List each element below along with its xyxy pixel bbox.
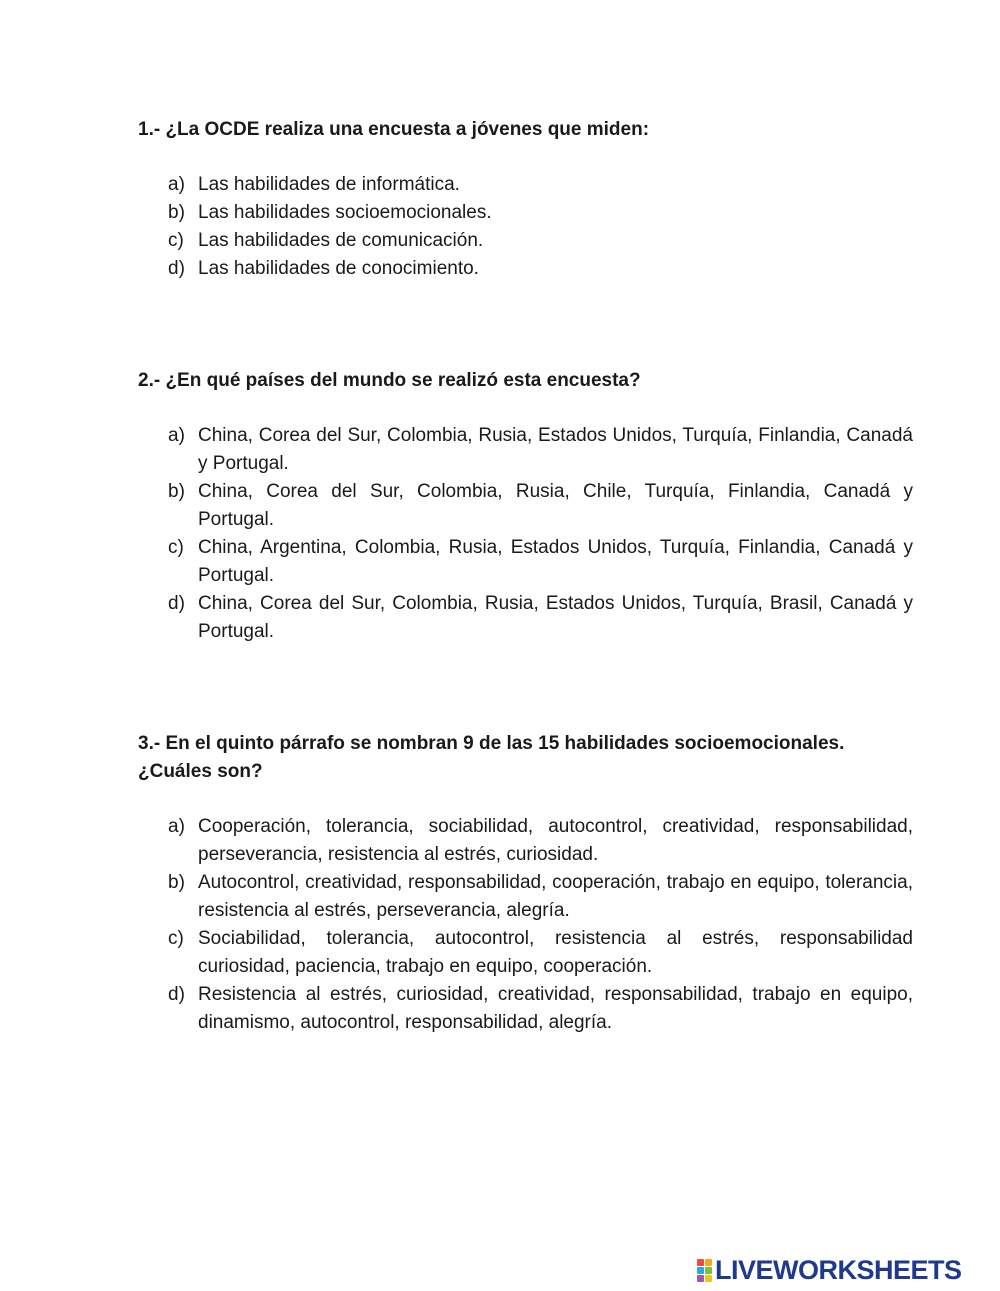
question-2-option-d[interactable] [168,590,913,646]
liveworksheets-logo-icon [697,1259,712,1282]
option-text: China, Argentina, Colombia, Rusia, Estados Unidos, Turquía, Finlandia, Canadá y Portugal. [198,537,913,586]
option-letter: d) [168,984,185,1005]
logo-text: LIVEWORKSHEETS [715,1254,962,1285]
question-3-options [168,813,913,1037]
liveworksheets-logo[interactable] [697,1254,962,1285]
option-letter: a) [168,425,185,446]
question-3-option-d[interactable] [168,981,913,1037]
question-1-option-b[interactable] [168,199,913,227]
question-1-option-c[interactable] [168,227,913,255]
question-3-option-c[interactable] [168,925,913,981]
question-3-option-a[interactable] [168,813,913,869]
option-text: Las habilidades socioemocionales. [198,202,492,223]
option-text: Cooperación, tolerancia, sociabilidad, autocontrol, creatividad, responsabilidad, perseverancia, resistencia al estrés, curiosidad. [198,816,913,865]
option-letter: b) [168,872,185,893]
option-text: Las habilidades de informática. [198,174,460,195]
option-text: China, Corea del Sur, Colombia, Rusia, Estados Unidos, Turquía, Finlandia, Canadá y Portugal. [198,425,913,474]
question-2-option-a[interactable] [168,422,913,478]
question-2-title: 2.- ¿En qué países del mundo se realizó esta encuesta? [138,370,641,391]
option-letter: c) [168,537,184,558]
option-text: Las habilidades de conocimiento. [198,258,479,279]
option-letter: c) [168,230,184,251]
question-3 [138,730,913,1033]
question-3-title: 3.- En el quinto párrafo se nombran 9 de las 15 habilidades socioemocionales. ¿Cuáles son? [138,733,845,782]
question-2-options [168,422,913,646]
option-text: Autocontrol, creatividad, responsabilidad, cooperación, trabajo en equipo, tolerancia, resistencia al estrés, perseverancia, alegría. [198,872,913,921]
option-text: Resistencia al estrés, curiosidad, creatividad, responsabilidad, trabajo en equipo, dinamismo, autocontrol, responsabilidad, alegría. [198,984,913,1033]
option-letter: a) [168,174,185,195]
option-text: China, Corea del Sur, Colombia, Rusia, Chile, Turquía, Finlandia, Canadá y Portugal. [198,481,913,530]
option-letter: c) [168,928,184,949]
question-1-option-d[interactable] [168,255,913,283]
option-text: China, Corea del Sur, Colombia, Rusia, Estados Unidos, Turquía, Brasil, Canadá y Portugal. [198,593,913,642]
option-text: Sociabilidad, tolerancia, autocontrol, resistencia al estrés, responsabilidad curiosidad, paciencia, trabajo en equipo, cooperación. [198,928,913,977]
question-2 [138,367,913,642]
question-1-options [168,171,913,283]
option-letter: d) [168,258,185,279]
question-3-option-b[interactable] [168,869,913,925]
option-letter: b) [168,481,185,502]
option-letter: b) [168,202,185,223]
option-text: Las habilidades de comunicación. [198,230,484,251]
question-1 [138,116,913,279]
question-1-title: 1.- ¿La OCDE realiza una encuesta a jóvenes que miden: [138,119,650,140]
option-letter: d) [168,593,185,614]
question-2-option-b[interactable] [168,478,913,534]
question-2-option-c[interactable] [168,534,913,590]
option-letter: a) [168,816,185,837]
question-1-option-a[interactable] [168,171,913,199]
